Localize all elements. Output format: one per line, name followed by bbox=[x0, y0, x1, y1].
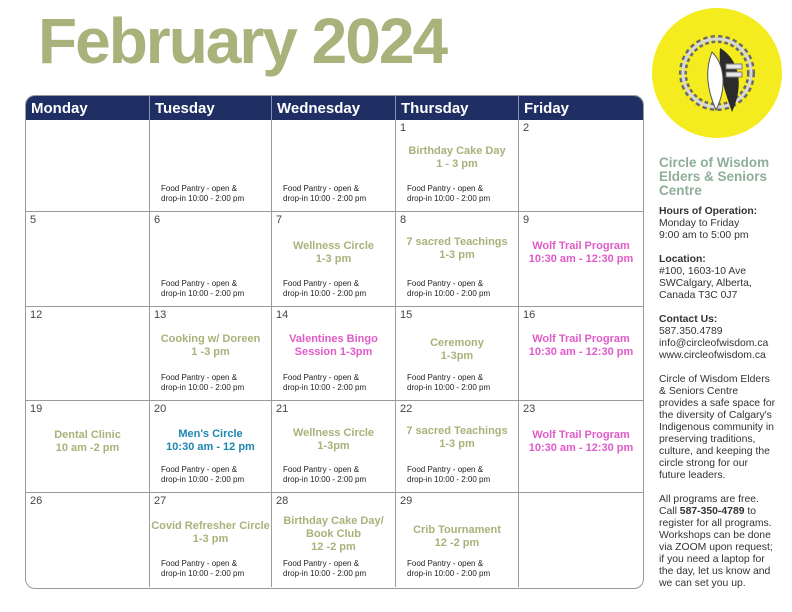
pantry-line: drop-in 10:00 - 2:00 pm bbox=[407, 475, 491, 484]
day-number: 8 bbox=[400, 214, 407, 226]
food-pantry-note bbox=[161, 184, 244, 204]
event-line: Wellness Circle bbox=[292, 240, 375, 252]
food-pantry-note bbox=[407, 465, 490, 485]
pantry-line: drop-in 10:00 - 2:00 pm bbox=[283, 289, 367, 298]
location-heading: Location: bbox=[659, 254, 706, 265]
day-cell bbox=[396, 493, 519, 587]
event bbox=[519, 429, 643, 455]
event-line: 1-3 pm bbox=[315, 253, 352, 265]
dayname-thursday: Thursday bbox=[396, 96, 519, 120]
pantry-line: Food Pantry - open & bbox=[161, 465, 238, 474]
pantry-line: Food Pantry - open & bbox=[161, 559, 238, 568]
day-number: 13 bbox=[154, 309, 167, 321]
pantry-line: Food Pantry - open & bbox=[283, 373, 360, 382]
pantry-line: drop-in 10:00 - 2:00 pm bbox=[407, 383, 491, 392]
dayname-friday: Friday bbox=[524, 100, 570, 117]
pantry-line: drop-in 10:00 - 2:00 pm bbox=[283, 569, 367, 578]
dayname-tuesday: Tuesday bbox=[150, 96, 272, 120]
day-number: 23 bbox=[523, 403, 536, 415]
pantry-line: drop-in 10:00 - 2:00 pm bbox=[407, 194, 491, 203]
food-pantry-note bbox=[283, 465, 366, 485]
pantry-line: drop-in 10:00 - 2:00 pm bbox=[161, 383, 245, 392]
food-pantry-note bbox=[407, 373, 490, 393]
day-number: 26 bbox=[30, 495, 43, 507]
day-cell bbox=[26, 212, 150, 307]
day-number: 21 bbox=[276, 403, 289, 415]
day-cell bbox=[150, 307, 272, 401]
event-line: Men's Circle bbox=[178, 428, 243, 440]
event-line: 1-3 pm bbox=[439, 438, 475, 450]
day-cell bbox=[519, 307, 643, 401]
pantry-line: Food Pantry - open & bbox=[161, 373, 238, 382]
day-cell bbox=[396, 401, 519, 493]
pantry-line: drop-in 10:00 - 2:00 pm bbox=[161, 194, 245, 203]
contact-email[interactable]: info@circleofwisdom.ca bbox=[659, 338, 769, 349]
day-number: 28 bbox=[276, 495, 289, 507]
event bbox=[396, 337, 518, 363]
event-line: Wellness Circle bbox=[292, 427, 375, 439]
day-cell bbox=[26, 493, 150, 587]
day-number: 29 bbox=[400, 495, 413, 507]
day-number: 9 bbox=[523, 214, 530, 226]
pantry-line: Food Pantry - open & bbox=[283, 279, 360, 288]
pantry-line: Food Pantry - open & bbox=[161, 184, 238, 193]
event bbox=[519, 333, 643, 359]
contact-section bbox=[659, 314, 787, 362]
food-pantry-note bbox=[407, 184, 490, 204]
food-pantry-note bbox=[283, 279, 366, 299]
event bbox=[150, 333, 271, 359]
day-cell bbox=[519, 120, 643, 212]
food-pantry-note bbox=[283, 373, 366, 393]
event-line: 12 -2 pm bbox=[311, 541, 356, 553]
day-cell bbox=[150, 401, 272, 493]
pantry-line: drop-in 10:00 - 2:00 pm bbox=[161, 289, 245, 298]
event bbox=[519, 240, 643, 266]
food-pantry-note bbox=[283, 559, 366, 579]
event-line: Cooking w/ Doreen bbox=[160, 333, 261, 345]
event-line: 1-3pm bbox=[440, 350, 474, 362]
food-pantry-note bbox=[407, 279, 490, 299]
day-number: 22 bbox=[400, 403, 413, 415]
day-cell bbox=[150, 120, 272, 212]
pantry-line: drop-in 10:00 - 2:00 pm bbox=[407, 289, 491, 298]
pantry-line: Food Pantry - open & bbox=[407, 373, 484, 382]
pantry-line: drop-in 10:00 - 2:00 pm bbox=[283, 475, 367, 484]
dayname-wednesday: Wednesday bbox=[272, 96, 396, 120]
food-pantry-note bbox=[283, 184, 366, 204]
about-section: Circle of Wisdom Elders & Seniors Centre provides a safe space for the diversity of Calgary's Indigenous community in preserving traditions, culture, and keeping the circle strong for our future leaders. bbox=[659, 374, 776, 481]
day-number: 15 bbox=[400, 309, 413, 321]
event-line: Valentines Bingo bbox=[289, 333, 378, 345]
event-line: Wolf Trail Program bbox=[532, 333, 630, 345]
day-cell bbox=[26, 307, 150, 401]
feather-circle-icon bbox=[652, 8, 782, 138]
day-number: 7 bbox=[276, 214, 283, 226]
event-line: Session 1-3pm bbox=[294, 346, 373, 358]
event bbox=[272, 515, 395, 554]
pantry-line: Food Pantry - open & bbox=[407, 184, 484, 193]
event-line: Book Club bbox=[306, 528, 361, 540]
day-number: 27 bbox=[154, 495, 167, 507]
event-line: 10:30 am - 12:30 pm bbox=[528, 346, 634, 358]
day-cell bbox=[272, 493, 396, 587]
food-pantry-note bbox=[161, 373, 244, 393]
day-number: 16 bbox=[523, 309, 536, 321]
calendar-grid bbox=[25, 95, 644, 589]
day-number: 14 bbox=[276, 309, 289, 321]
event bbox=[396, 425, 518, 451]
event bbox=[272, 240, 395, 266]
hours-heading: Hours of Operation: bbox=[659, 206, 758, 217]
pantry-line: drop-in 10:00 - 2:00 pm bbox=[283, 194, 367, 203]
contact-heading: Contact Us: bbox=[659, 314, 718, 325]
programs-section: All programs are free. Call 587-350-4789 to register for all programs. Workshops can be done via ZOOM upon request; if you need a laptop for the day, let us know and we can set you up. bbox=[659, 494, 773, 589]
event bbox=[396, 524, 518, 550]
event-line: Wolf Trail Program bbox=[532, 240, 630, 252]
food-pantry-note bbox=[161, 465, 244, 485]
event bbox=[272, 333, 395, 359]
event-line: 10:30 am - 12:30 pm bbox=[528, 442, 634, 454]
food-pantry-note bbox=[407, 559, 490, 579]
day-number: 1 bbox=[400, 122, 407, 134]
page-title: February 2024 bbox=[38, 5, 447, 77]
event bbox=[150, 520, 271, 546]
programs-phone: 587-350-4789 bbox=[679, 506, 745, 517]
pantry-line: Food Pantry - open & bbox=[407, 465, 484, 474]
event-line: 1-3pm bbox=[317, 440, 350, 452]
pantry-line: drop-in 10:00 - 2:00 pm bbox=[161, 475, 245, 484]
sidebar bbox=[659, 156, 787, 602]
hours-section: Hours of Operation: Monday to Friday 9:00 am to 5:00 pm bbox=[659, 206, 787, 242]
day-number: 2 bbox=[523, 122, 530, 134]
contact-phone: 587.350.4789 bbox=[659, 326, 723, 337]
event-line: Birthday Cake Day/ bbox=[283, 515, 384, 527]
logo bbox=[652, 8, 782, 138]
food-pantry-note bbox=[161, 559, 244, 579]
event-line: 1 - 3 pm bbox=[436, 158, 478, 170]
day-cell bbox=[396, 120, 519, 212]
event bbox=[396, 236, 518, 262]
day-cell bbox=[272, 307, 396, 401]
event-line: 7 sacred Teachings bbox=[406, 425, 508, 437]
pantry-line: Food Pantry - open & bbox=[283, 465, 360, 474]
day-number: 5 bbox=[30, 214, 37, 226]
event-line: Crib Tournament bbox=[413, 524, 501, 536]
day-cell bbox=[519, 401, 643, 493]
event-line: 12 -2 pm bbox=[434, 537, 480, 549]
day-cell bbox=[272, 120, 396, 212]
day-number: 19 bbox=[30, 403, 43, 415]
event-line: 10 am -2 pm bbox=[55, 442, 120, 454]
event-line: Birthday Cake Day bbox=[408, 145, 506, 157]
day-cell bbox=[519, 212, 643, 307]
day-cell bbox=[396, 212, 519, 307]
pantry-line: Food Pantry - open & bbox=[407, 279, 484, 288]
event-line: Dental Clinic bbox=[54, 429, 121, 441]
day-cell bbox=[519, 493, 643, 587]
event-line: 10:30 am - 12 pm bbox=[166, 441, 255, 453]
dayname-monday: Monday bbox=[26, 96, 150, 120]
event-line: 1-3 pm bbox=[439, 249, 475, 261]
pantry-line: Food Pantry - open & bbox=[283, 184, 360, 193]
location-section: Location: #100, 1603-10 Ave SWCalgary, Alberta, Canada T3C 0J7 bbox=[659, 254, 787, 302]
calendar-header bbox=[26, 96, 643, 120]
org-name: Circle of Wisdom Elders & Seniors Centre bbox=[659, 155, 770, 198]
event bbox=[150, 428, 271, 454]
day-cell bbox=[396, 307, 519, 401]
event-line: 10:30 am - 12:30 pm bbox=[528, 253, 634, 265]
day-number: 6 bbox=[154, 214, 161, 226]
day-cell bbox=[272, 401, 396, 493]
event bbox=[272, 427, 395, 453]
day-cell bbox=[26, 120, 150, 212]
pantry-line: Food Pantry - open & bbox=[283, 559, 360, 568]
event-line: Wolf Trail Program bbox=[532, 429, 630, 441]
pantry-line: drop-in 10:00 - 2:00 pm bbox=[283, 383, 367, 392]
pantry-line: Food Pantry - open & bbox=[161, 279, 238, 288]
pantry-line: drop-in 10:00 - 2:00 pm bbox=[161, 569, 245, 578]
day-cell bbox=[150, 493, 272, 587]
food-pantry-note bbox=[161, 279, 244, 299]
day-cell bbox=[26, 401, 150, 493]
day-cell bbox=[150, 212, 272, 307]
day-number: 20 bbox=[154, 403, 167, 415]
event-line: 7 sacred Teachings bbox=[406, 236, 508, 248]
event-line: 1 -3 pm bbox=[191, 346, 230, 358]
day-cell bbox=[272, 212, 396, 307]
pantry-line: Food Pantry - open & bbox=[407, 559, 484, 568]
event bbox=[26, 429, 149, 455]
pantry-line: drop-in 10:00 - 2:00 pm bbox=[407, 569, 491, 578]
day-number: 12 bbox=[30, 309, 43, 321]
event-line: Ceremony bbox=[430, 337, 484, 349]
event-line: 1-3 pm bbox=[192, 533, 229, 545]
event-line: Covid Refresher Circle bbox=[151, 520, 270, 532]
event bbox=[396, 145, 518, 171]
contact-website[interactable]: www.circleofwisdom.ca bbox=[659, 350, 766, 361]
